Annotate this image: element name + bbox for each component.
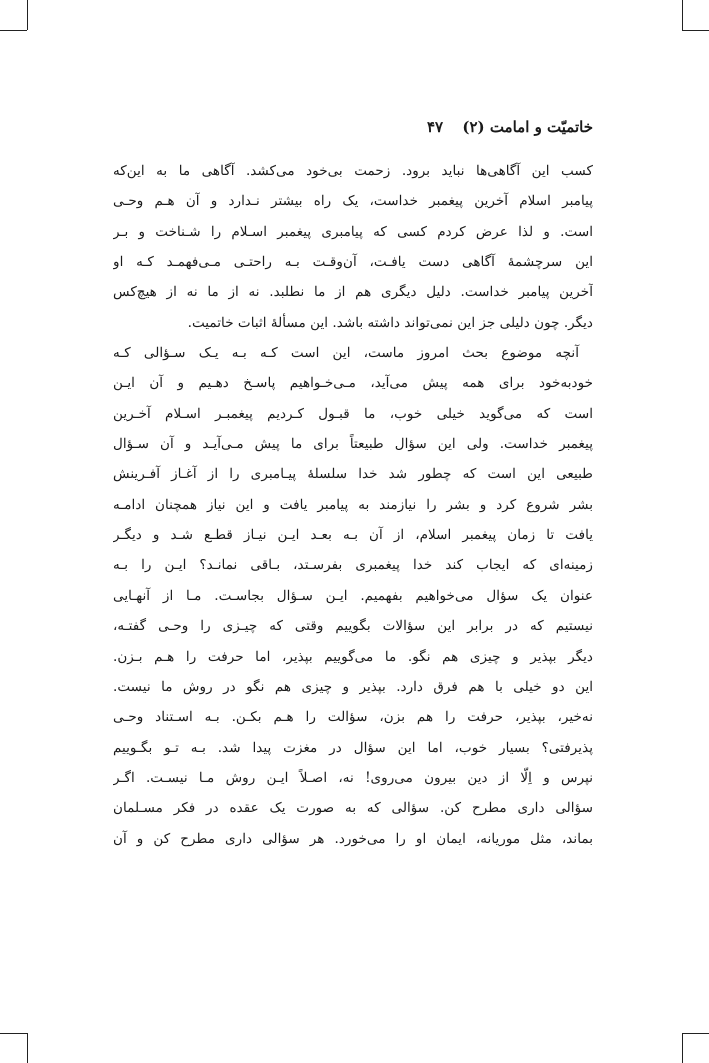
text-line: عنوان یک سؤال می‌خواهیم بفهمیم. ایـن سـؤال بجاسـت. مـا از آنهـایی <box>113 587 593 604</box>
text-line: سؤالی داری مطرح کن. سؤالی که به صورت یک عقده در فکر مسـلمان <box>113 800 593 817</box>
text-line: نیستیم که در برابر این سؤالات بگوییم وقتی که چیـزی را وحـی گفتـه، <box>113 618 593 635</box>
text-line: کسب این آگاهی‌ها نباید برود. زحمت بی‌خود می‌کشد. آگاهی ما به این‌که <box>113 163 593 179</box>
body-text <box>113 156 593 854</box>
text-line: نه‌خیر، بپذیر، حرفت را هم بزن، سؤالت را هـم بکـن. بـه اسـتناد وحـی <box>113 709 593 726</box>
text-line: بماند، مثل موریانه، ایمان او را می‌خورد. هر سؤالی داری مطرح کن و آن <box>113 830 593 847</box>
text-line: است که می‌گوید خیلی خوب، ما قبـول کـردیم پیغمبـر اسـلام آخـرین <box>113 405 593 422</box>
crop-mark-top-right <box>682 30 709 31</box>
crop-mark-top-right <box>682 0 683 30</box>
text-line: پیامبر اسلام آخرین پیغمبر خداست، یک راه بیشتر نـدارد و آن هـم وحـی <box>113 193 593 210</box>
text-line: این سرچشمهٔ آگاهی دست یافـت، آن‌وقـت بـه راحتـی مـی‌فهمـد کـه او <box>113 254 593 271</box>
text-line: دیگر. چون دلیلی جز این نمی‌تواند داشته باشد. این مسألهٔ اثبات خاتمیت. <box>187 314 593 331</box>
page-number: ۴۷ <box>426 118 444 136</box>
text-line: بشر شروع کرد و بشر را نیازمند به پیامبر یافت و این نیاز همچنان ادامـه <box>113 496 593 513</box>
text-line: نپرس و اِلّا از دین بیرون می‌روی! نه، اصـلاً ایـن روش مـا نیسـت. اگـر <box>113 769 593 786</box>
running-title: خاتمیّت و امامت (۲) <box>462 118 593 136</box>
text-line: یافت تا زمان پیغمبر اسلام، از آن بـه بعـد ایـن نیـاز قطـع شـد و دیگـر <box>113 527 593 544</box>
text-line: پذیرفتی؟ بسیار خوب، اما این سؤال در مغزت پیدا شد. بـه تـو بگـوییم <box>113 739 593 756</box>
text-line: آنچه موضوع بحث امروز ماست، این است کـه بـه یـک سـؤالی کـه <box>113 345 579 362</box>
text-line: این دو خیلی با هم فرق دارد. بپذیر و چیزی هم نگو در روش ما نیست. <box>113 678 593 695</box>
text-line: آخرین پیامبر خداست. دلیل دیگری هم از ما نطلبد. نه از ما نه از هیچ‌کس <box>113 284 593 301</box>
crop-mark-bottom-right <box>682 1033 683 1063</box>
crop-mark-top-left <box>0 30 27 31</box>
text-line: خودبه‌خود برای همه پیش می‌آید، مـی‌خـواهیم پاسـخ دهـیم و آن ایـن <box>113 375 593 392</box>
text-line: است. و لذا عرض کردم کسی که پیامبری پیغمبر اسـلام را شـناخت و بـر <box>113 223 593 240</box>
crop-mark-bottom-left <box>0 1033 27 1034</box>
text-line: دیگر بپذیر و چیزی هم نگو. ما می‌گوییم بپذیر، اما حرفت را هـم بـزن. <box>113 648 593 665</box>
text-line: زمینه‌ای که ایجاب کند خدا پیغمبری بفرسـتد، بـاقی نمانـد؟ ایـن را بـه <box>113 557 593 574</box>
text-line: طبیعی این است که چطور شد خدا سلسلهٔ پیـامبری را از آغـاز آفـرینش <box>113 466 593 483</box>
crop-mark-bottom-left <box>27 1033 28 1063</box>
crop-mark-top-left <box>27 0 28 30</box>
page-header <box>113 115 593 139</box>
crop-mark-bottom-right <box>682 1033 709 1034</box>
text-line: پیغمبر خداست. ولی این سؤال طبیعتاً برای ما پیش مـی‌آیـد و آن سـؤال <box>113 436 593 453</box>
